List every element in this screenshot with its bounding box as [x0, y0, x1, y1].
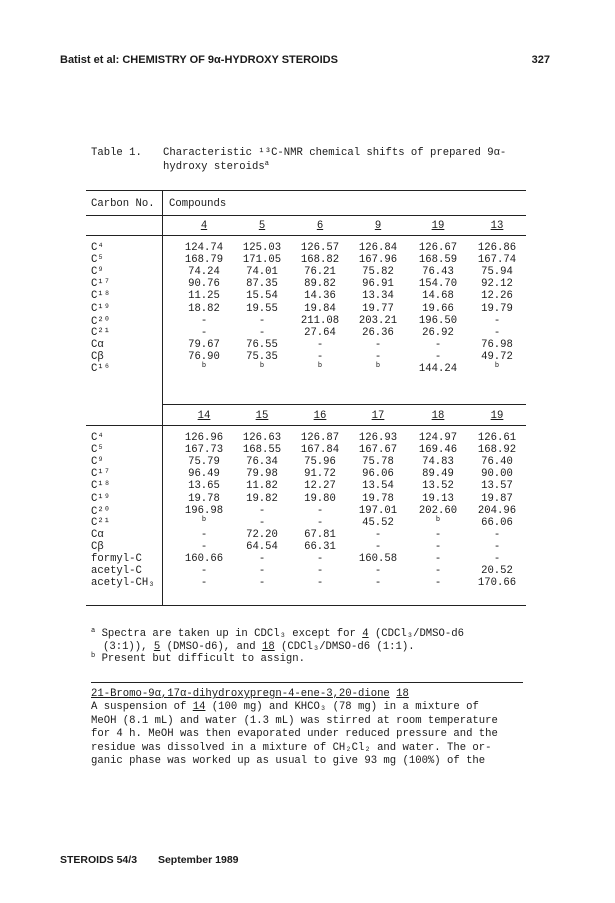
footnote-a-continued: (3:1)), 5 (DMSO-d6), and 18 (CDCl₃/DMSO-d6 (1:1). — [103, 640, 415, 653]
experimental-line-5: ganic phase was worked up as usual to give 93 mg (100%) of the — [91, 755, 486, 768]
shift-cell: 168.55 — [242, 444, 282, 457]
shift-cell: 64.54 — [246, 540, 278, 553]
shift-cell: 79.98 — [246, 468, 278, 481]
carbon-label: C¹⁷ — [91, 468, 111, 481]
compound-ref-4: 4 — [362, 628, 369, 640]
experimental-title: 21-Bromo-9α,17α-dihydroxypregn-4-ene-3,20-dione — [91, 688, 390, 700]
shift-cell: - — [316, 553, 324, 565]
shift-cell: 75.94 — [481, 266, 513, 279]
shift-cell: - — [434, 338, 442, 351]
shift-cell: 74.24 — [188, 266, 220, 279]
shift-cell: 96.49 — [188, 468, 220, 481]
nmr-shift-table — [86, 190, 526, 617]
shift-cell: - — [258, 577, 266, 590]
carbon-label: C⁵ — [91, 444, 104, 457]
shift-cell: 124.74 — [184, 242, 224, 254]
shift-cell: 125.03 — [242, 242, 282, 254]
shift-cell: 13.34 — [362, 290, 394, 303]
footnote-b-ref: b — [317, 362, 323, 370]
shift-cell: 74.01 — [246, 266, 278, 279]
shift-cell: 12.27 — [304, 480, 336, 493]
shift-cell: - — [200, 540, 208, 553]
shift-cell: - — [200, 314, 208, 327]
caption-label: Table 1. — [91, 147, 142, 159]
caption-line-1: Characteristic ¹³C-NMR chemical shifts of prepared 9α- — [163, 147, 507, 159]
shift-cell: 96.06 — [362, 468, 394, 481]
shift-cell: 126.84 — [358, 242, 398, 254]
shift-cell: 126.87 — [300, 432, 340, 444]
footnote-b: $^b$ Present but difficult to assign. — [91, 652, 305, 665]
shift-cell: 168.92 — [477, 444, 517, 457]
shift-cell: 13.54 — [362, 480, 394, 493]
shift-cell — [353, 363, 403, 375]
shift-cell — [237, 363, 287, 375]
table-footnotes — [91, 628, 531, 666]
shift-cell: 211.08 — [300, 314, 340, 327]
shift-cell: 124.97 — [418, 432, 458, 444]
shift-cell: 20.52 — [481, 565, 513, 578]
shift-cell: 75.35 — [246, 350, 278, 363]
carbon-label: Cα — [91, 338, 104, 351]
shift-cell: 171.05 — [242, 254, 282, 267]
compound-number: 6 — [316, 220, 324, 232]
experimental-line-2: MeOH (8.1 mL) and water (1.3 mL) was stirred at room temperature — [91, 714, 498, 727]
shift-cell: 90.00 — [481, 468, 513, 481]
footnote-b-ref: b — [375, 362, 381, 370]
shift-cell: 79.67 — [188, 338, 220, 351]
shift-cell: 89.49 — [422, 468, 454, 481]
shift-cell: 11.82 — [246, 480, 278, 493]
compound-number: 15 — [255, 410, 269, 422]
shift-cell: - — [434, 553, 442, 565]
shift-cell: - — [200, 326, 208, 339]
shift-cell: 19.79 — [481, 302, 513, 315]
shift-cell: 90.76 — [188, 278, 220, 291]
shift-cell: - — [493, 540, 501, 553]
shift-cell: 89.82 — [304, 278, 336, 291]
table-bottom-rule — [86, 605, 526, 606]
compound-ref-5: 5 — [153, 640, 161, 653]
shift-cell: - — [258, 326, 266, 339]
shift-cell: 76.98 — [481, 338, 513, 351]
shift-cell — [472, 363, 522, 375]
carbon-label: C²¹ — [91, 326, 111, 339]
shift-cell: 66.06 — [481, 516, 513, 529]
table-top-rule — [86, 190, 526, 191]
shift-cell: - — [316, 350, 324, 363]
carbon-label: Cβ — [91, 540, 104, 553]
shift-cell: 75.96 — [304, 456, 336, 469]
shift-cell: 168.59 — [418, 254, 458, 267]
shift-cell: 196.50 — [418, 314, 458, 327]
shift-cell: 87.35 — [246, 278, 278, 291]
shift-cell: 15.54 — [246, 290, 278, 303]
shift-cell: 19.78 — [362, 492, 394, 505]
shift-cell: - — [374, 540, 382, 553]
shift-cell: 74.83 — [422, 456, 454, 469]
compound-number: 5 — [258, 220, 266, 232]
carbon-label: C²⁰ — [91, 315, 111, 328]
compounds-header: Compounds — [169, 198, 227, 210]
shift-cell: 19.55 — [246, 302, 278, 315]
experimental-section — [91, 688, 531, 768]
shift-cell: 160.58 — [358, 553, 398, 565]
shift-cell: 168.79 — [184, 254, 224, 267]
footnote-a-mark: a — [91, 627, 96, 635]
compound-number: 19 — [431, 220, 445, 232]
shift-cell: - — [493, 528, 501, 541]
shift-cell: - — [258, 314, 266, 327]
footnote-b-ref: b — [435, 515, 441, 524]
shift-cell: - — [434, 528, 442, 541]
shift-cell: 14.36 — [304, 290, 336, 303]
shift-cell: - — [200, 577, 208, 590]
carbon-label: C⁴ — [91, 242, 104, 254]
shift-cell: 72.20 — [246, 528, 278, 541]
experimental-line-1: A suspension of 14 (100 mg) and KHCO₃ (78 mg) in a mixture of — [91, 701, 479, 714]
shift-cell: 13.65 — [188, 480, 220, 493]
shift-cell: 66.31 — [304, 540, 336, 553]
carbon-label: C⁵ — [91, 254, 104, 267]
carbon-label: Cβ — [91, 350, 104, 363]
shift-cell: - — [434, 565, 442, 578]
footnote-a: $^a$ Spectra are taken up in CDCl₃ except for 4 (CDCl₃/DMSO-d6 — [91, 627, 464, 640]
compound-number: 14 — [197, 410, 211, 422]
shift-cell: 75.78 — [362, 456, 394, 469]
compound-number: 13 — [490, 220, 504, 232]
shift-cell: 19.84 — [304, 302, 336, 315]
shift-cell: 126.67 — [418, 242, 458, 254]
carbon-label: C¹⁹ — [91, 492, 111, 505]
page-footer — [60, 854, 257, 866]
shift-cell: 76.55 — [246, 338, 278, 351]
experimental-line-4: residue was dissolved in a mixture of CH₂Cl₂ and water. The or- — [91, 741, 492, 754]
shift-cell: - — [258, 504, 266, 517]
table-caption — [91, 147, 531, 174]
carbon-label: C⁹ — [91, 456, 104, 469]
shift-cell: 126.61 — [477, 432, 517, 444]
shift-cell: 167.67 — [358, 444, 398, 457]
shift-cell: 167.96 — [358, 254, 398, 267]
shift-cell: 19.80 — [304, 492, 336, 505]
shift-cell: 154.70 — [418, 278, 458, 291]
shift-cell: 49.72 — [481, 350, 513, 363]
compound-number: 17 — [371, 410, 385, 422]
experimental-line-3: for 4 h. MeOH was then evaporated under reduced pressure and the — [91, 728, 498, 741]
shift-cell: 67.81 — [304, 528, 336, 541]
page-number: 327 — [531, 54, 550, 66]
shift-cell: - — [316, 516, 324, 529]
shift-cell: 203.21 — [358, 314, 398, 327]
shift-cell: - — [434, 350, 442, 363]
carbon-label: C²⁰ — [91, 505, 111, 518]
caption-footnote-mark: a — [264, 159, 269, 168]
shift-cell: 12.26 — [481, 290, 513, 303]
shift-cell: 144.24 — [418, 363, 458, 375]
shift-cell: 19.77 — [362, 302, 394, 315]
shift-cell: 170.66 — [477, 577, 517, 590]
shift-cell: - — [316, 565, 324, 578]
footnote-b-ref: b — [201, 515, 207, 524]
shift-cell: - — [258, 553, 266, 565]
carbon-no-header: Carbon No. — [91, 198, 155, 210]
footnote-b-ref: b — [494, 362, 500, 370]
shift-cell: 11.25 — [188, 290, 220, 303]
shift-cell: 167.84 — [300, 444, 340, 457]
shift-cell: 19.87 — [481, 492, 513, 505]
compound-number: 9 — [374, 220, 382, 232]
shift-cell: 91.72 — [304, 468, 336, 481]
carbon-label: C¹⁸ — [91, 290, 111, 303]
shift-cell — [295, 363, 345, 375]
shift-cell: 75.82 — [362, 266, 394, 279]
shift-cell: 126.93 — [358, 432, 398, 444]
shift-cell: 160.66 — [184, 553, 224, 565]
shift-cell: 204.96 — [477, 504, 517, 517]
compound-number: 18 — [431, 410, 445, 422]
shift-cell: 26.92 — [422, 326, 454, 339]
block-rule — [86, 425, 526, 426]
shift-cell: 18.82 — [188, 302, 220, 315]
footer-journal: STEROIDS 54/3 — [60, 854, 138, 866]
shift-cell: 76.43 — [422, 266, 454, 279]
shift-cell — [413, 517, 463, 529]
shift-cell: 13.57 — [481, 480, 513, 493]
carbon-label: C¹⁹ — [91, 302, 111, 315]
carbon-label: C⁴ — [91, 432, 104, 444]
section-divider — [91, 682, 523, 683]
compound-header-rule — [162, 404, 526, 405]
shift-cell: - — [316, 504, 324, 517]
shift-cell: - — [200, 528, 208, 541]
shift-cell: 75.79 — [188, 456, 220, 469]
shift-cell: 168.82 — [300, 254, 340, 267]
compound-ref-18: 18 — [261, 640, 275, 653]
shift-cell: 126.57 — [300, 242, 340, 254]
shift-cell: - — [434, 577, 442, 590]
header-rule — [86, 215, 526, 216]
shift-cell: 167.73 — [184, 444, 224, 457]
compound-number: 4 — [200, 220, 208, 232]
carbon-label: acetyl-CH₃ — [91, 577, 155, 590]
carbon-label: C⁹ — [91, 266, 104, 279]
caption-line-2: hydroxy steroids — [163, 160, 265, 173]
shift-cell: 19.78 — [188, 492, 220, 505]
shift-cell: 19.82 — [246, 492, 278, 505]
shift-cell: 76.34 — [246, 456, 278, 469]
shift-cell: 126.96 — [184, 432, 224, 444]
shift-cell — [179, 363, 229, 375]
shift-cell: 126.86 — [477, 242, 517, 254]
shift-cell: - — [493, 314, 501, 327]
shift-cell: 169.46 — [418, 444, 458, 457]
shift-cell: - — [258, 516, 266, 529]
shift-cell: - — [374, 528, 382, 541]
carbon-label: C¹⁷ — [91, 278, 111, 291]
shift-cell: - — [493, 553, 501, 565]
footnote-b-ref: b — [201, 362, 207, 370]
carbon-label: C²¹ — [91, 516, 111, 529]
footer-date: September 1989 — [157, 854, 239, 866]
shift-cell: 196.98 — [184, 504, 224, 517]
shift-cell: 19.66 — [422, 302, 454, 315]
shift-cell: 92.12 — [481, 278, 513, 291]
shift-cell: 76.90 — [188, 350, 220, 363]
shift-cell: - — [374, 338, 382, 351]
carbon-label: formyl-C — [91, 553, 142, 565]
shift-cell: - — [374, 350, 382, 363]
carbon-label: acetyl-C — [91, 565, 142, 578]
shift-cell: - — [493, 326, 501, 339]
shift-cell — [179, 517, 229, 529]
shift-cell: - — [374, 577, 382, 590]
shift-cell: - — [258, 565, 266, 578]
experimental-compound-ref: 18 — [396, 688, 409, 700]
block-rule — [86, 235, 526, 236]
compound-number: 19 — [490, 410, 504, 422]
shift-cell: 96.91 — [362, 278, 394, 291]
experimental-heading — [91, 688, 531, 701]
shift-cell: 197.01 — [358, 504, 398, 517]
shift-cell: 14.68 — [422, 290, 454, 303]
shift-cell: 45.52 — [362, 516, 394, 529]
column-divider — [162, 190, 163, 605]
shift-cell: 167.74 — [477, 254, 517, 267]
carbon-label: C¹⁸ — [91, 480, 111, 493]
carbon-label: Cα — [91, 528, 104, 541]
shift-cell: 26.36 — [362, 326, 394, 339]
shift-cell: - — [374, 565, 382, 578]
footnote-b-ref: b — [259, 362, 265, 370]
shift-cell: 76.40 — [481, 456, 513, 469]
footnote-b-mark: b — [91, 652, 96, 660]
shift-cell: 126.63 — [242, 432, 282, 444]
compound-ref-14: 14 — [192, 701, 206, 714]
shift-cell: - — [434, 540, 442, 553]
shift-cell: 19.13 — [422, 492, 454, 505]
carbon-label: C¹⁶ — [91, 363, 111, 375]
shift-cell: - — [200, 565, 208, 578]
shift-cell: 202.60 — [418, 504, 458, 517]
compound-number: 16 — [313, 410, 327, 422]
shift-cell: 27.64 — [304, 326, 336, 339]
shift-cell: - — [316, 577, 324, 590]
shift-cell: - — [316, 338, 324, 351]
shift-cell: 13.52 — [422, 480, 454, 493]
shift-cell: 76.21 — [304, 266, 336, 279]
running-title: Batist et al: CHEMISTRY OF 9α-HYDROXY STEROIDS — [60, 54, 338, 66]
